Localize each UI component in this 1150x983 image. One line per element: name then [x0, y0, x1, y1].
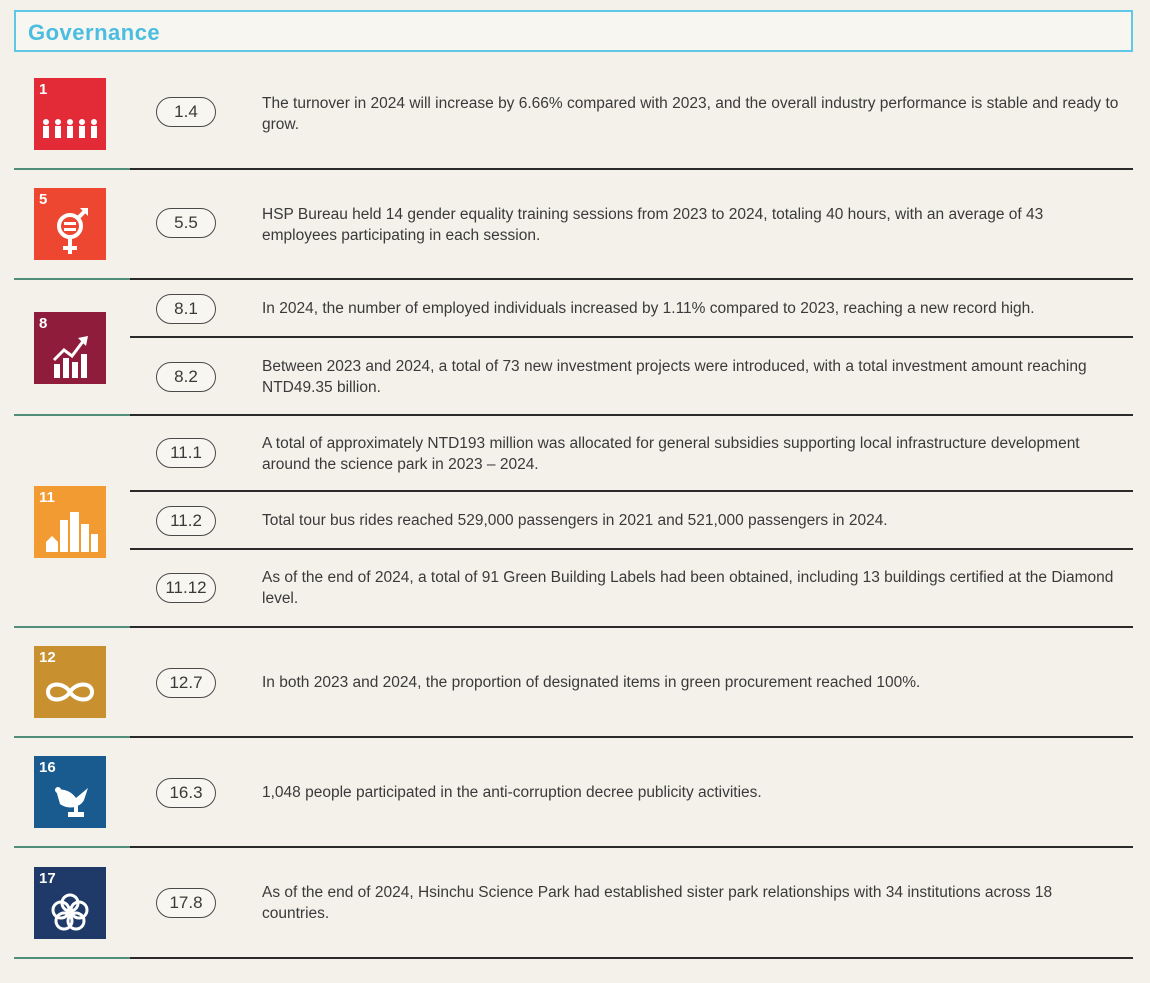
goal-divider [14, 957, 1133, 959]
sdg-16-icon [34, 756, 106, 828]
goal-block-12 [14, 628, 1133, 738]
target-row [130, 416, 1133, 492]
goal-block-5 [14, 170, 1133, 280]
target-row [130, 338, 1133, 416]
goal-block-16 [14, 738, 1133, 848]
sdg-1-icon [34, 78, 106, 150]
city-buildings-icon [34, 500, 106, 558]
target-row [130, 628, 1133, 738]
target-text: As of the end of 2024, Hsinchu Science Park had established sister park relationships with 34 institutions across 18 countries. [262, 884, 1053, 922]
sdg-number: 11 [39, 489, 55, 506]
target-code: 11.12 [156, 573, 216, 603]
target-code: 11.2 [156, 506, 216, 536]
section-title: Governance [28, 20, 161, 45]
target-text: 1,048 people participated in the anti-corruption decree publicity activities. [262, 784, 762, 801]
target-text: Total tour bus rides reached 529,000 passengers in 2021 and 521,000 passengers in 2024. [262, 512, 888, 529]
section-header [14, 10, 1133, 52]
sdg-number: 1 [39, 81, 48, 98]
partnership-flower-icon [34, 881, 106, 939]
target-text: Between 2023 and 2024, a total of 73 new investment projects were introduced, with a total investment amount reaching NTD49.35 billion. [262, 358, 1087, 396]
dove-gavel-icon [34, 770, 106, 828]
growth-chart-icon [34, 326, 106, 384]
goal-block-1 [14, 60, 1133, 170]
target-row [130, 170, 1133, 280]
sdg-8-icon [34, 312, 106, 384]
family-icon [34, 92, 106, 150]
sdg-17-icon [34, 867, 106, 939]
target-code: 17.8 [156, 888, 216, 918]
target-row [130, 738, 1133, 848]
sdg-number: 17 [39, 870, 56, 887]
target-code: 1.4 [156, 97, 216, 127]
target-text: In both 2023 and 2024, the proportion of designated items in green procurement reached 100%. [262, 674, 921, 691]
target-code: 5.5 [156, 208, 216, 238]
target-row [130, 492, 1133, 550]
target-row [130, 60, 1133, 170]
goal-block-11 [14, 416, 1133, 628]
target-row [130, 280, 1133, 338]
target-code: 8.1 [156, 294, 216, 324]
target-row [130, 550, 1133, 628]
target-row [130, 848, 1133, 959]
gender-equality-icon [34, 202, 106, 260]
target-code: 8.2 [156, 362, 216, 392]
infinity-icon [34, 660, 106, 718]
target-text: A total of approximately NTD193 million was allocated for general subsidies supporting local infrastructure development around the science park in 2023 – 2024. [262, 435, 1080, 473]
target-text: As of the end of 2024, a total of 91 Green Building Labels had been obtained, including 13 buildings certified at the Diamond level. [262, 569, 1114, 607]
sdg-number: 16 [39, 759, 56, 776]
sdg-12-icon [34, 646, 106, 718]
sdg-number: 5 [39, 191, 48, 208]
target-code: 12.7 [156, 668, 216, 698]
target-text: The turnover in 2024 will increase by 6.66% compared with 2023, and the overall industry performance is stable and ready to grow. [262, 95, 1119, 133]
target-text: HSP Bureau held 14 gender equality training sessions from 2023 to 2024, totaling 40 hours, with an average of 43 employees participating in each session. [262, 206, 1044, 244]
sdg-number: 8 [39, 315, 48, 332]
target-text: In 2024, the number of employed individuals increased by 1.11% compared to 2023, reaching a new record high. [262, 300, 1035, 317]
sdg-11-icon [34, 486, 106, 558]
sdg-5-icon [34, 188, 106, 260]
target-code: 16.3 [156, 778, 216, 808]
goal-block-17 [14, 848, 1133, 959]
goal-block-8 [14, 280, 1133, 416]
target-code: 11.1 [156, 438, 216, 468]
sdg-number: 12 [39, 649, 56, 666]
